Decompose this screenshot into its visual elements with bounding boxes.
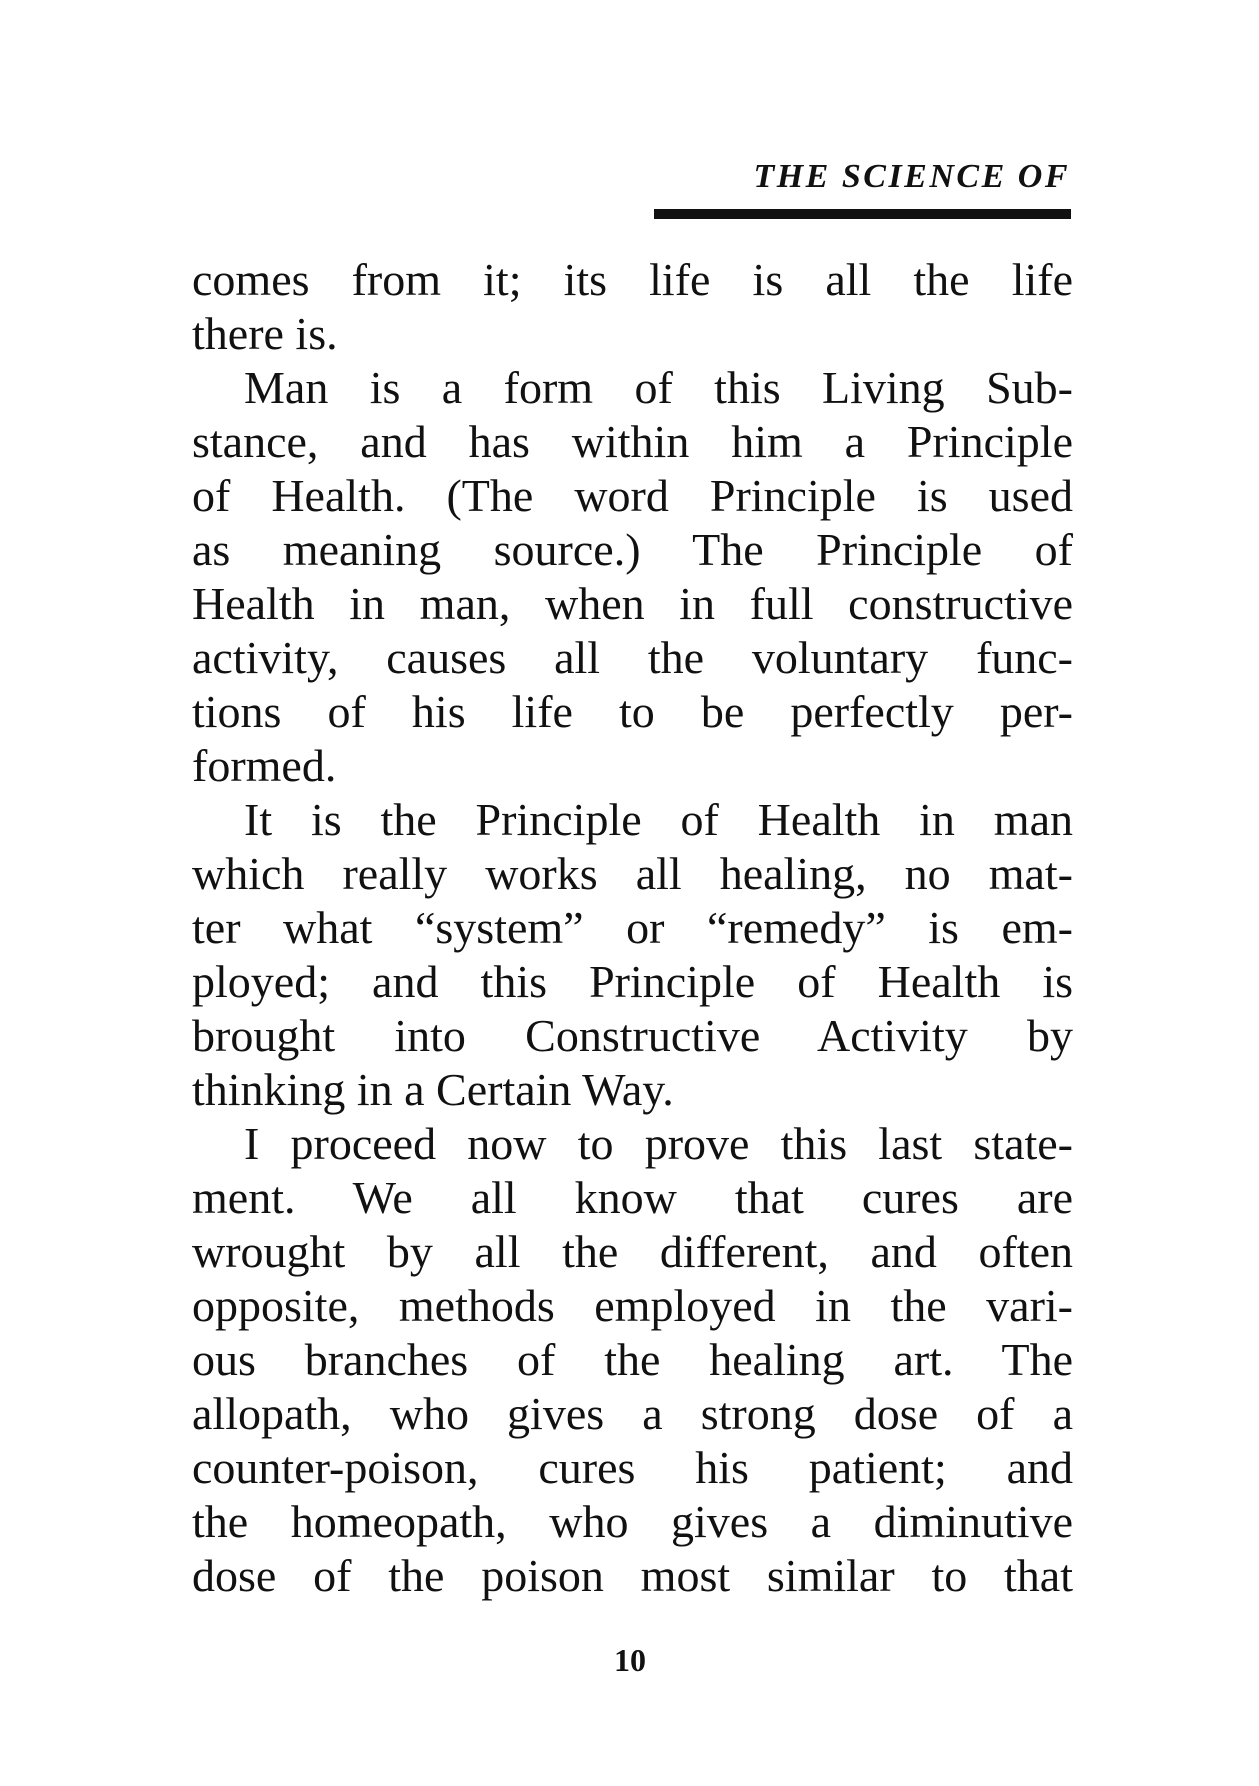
page-number: 10 [614,1642,646,1678]
running-head: THE SCIENCE OF [753,158,1070,195]
paragraph-first-line: Man is a form of this Living Sub- [244,362,1073,413]
text-line: formed. [192,740,337,791]
text-line: opposite, methods employed in the vari- [192,1280,1073,1331]
text-line: of Health. (The word Principle is used [192,470,1073,521]
text-line: Health in man, when in full constructive [192,578,1073,629]
text-line: counter-poison, cures his patient; and [192,1442,1073,1493]
text-line: comes from it; its life is all the life [192,254,1073,305]
paragraph-first-line: It is the Principle of Health in man [244,794,1073,845]
text-line: as meaning source.) The Principle of [192,524,1073,575]
text-line: activity, causes all the voluntary func- [192,632,1073,683]
text-line: dose of the poison most similar to that [192,1550,1073,1601]
text-line: brought into Constructive Activity by [192,1010,1073,1061]
text-line: the homeopath, who gives a diminutive [192,1496,1073,1547]
text-line: tions of his life to be perfectly per- [192,686,1073,737]
paragraph-first-line: I proceed now to prove this last state- [244,1118,1073,1169]
text-line: ployed; and this Principle of Health is [192,956,1073,1007]
text-line: ter what “system” or “remedy” is em- [192,902,1073,953]
text-line: which really works all healing, no mat- [192,848,1073,899]
text-line: ous branches of the healing art. The [192,1334,1073,1385]
text-line: ment. We all know that cures are [192,1172,1073,1223]
body-text [192,253,1073,1603]
text-line: there is. [192,308,338,359]
header-rule [654,209,1071,219]
text-line: allopath, who gives a strong dose of a [192,1388,1073,1439]
text-line: wrought by all the different, and often [192,1226,1073,1277]
text-line: stance, and has within him a Principle [192,416,1073,467]
text-line: thinking in a Certain Way. [192,1064,674,1115]
